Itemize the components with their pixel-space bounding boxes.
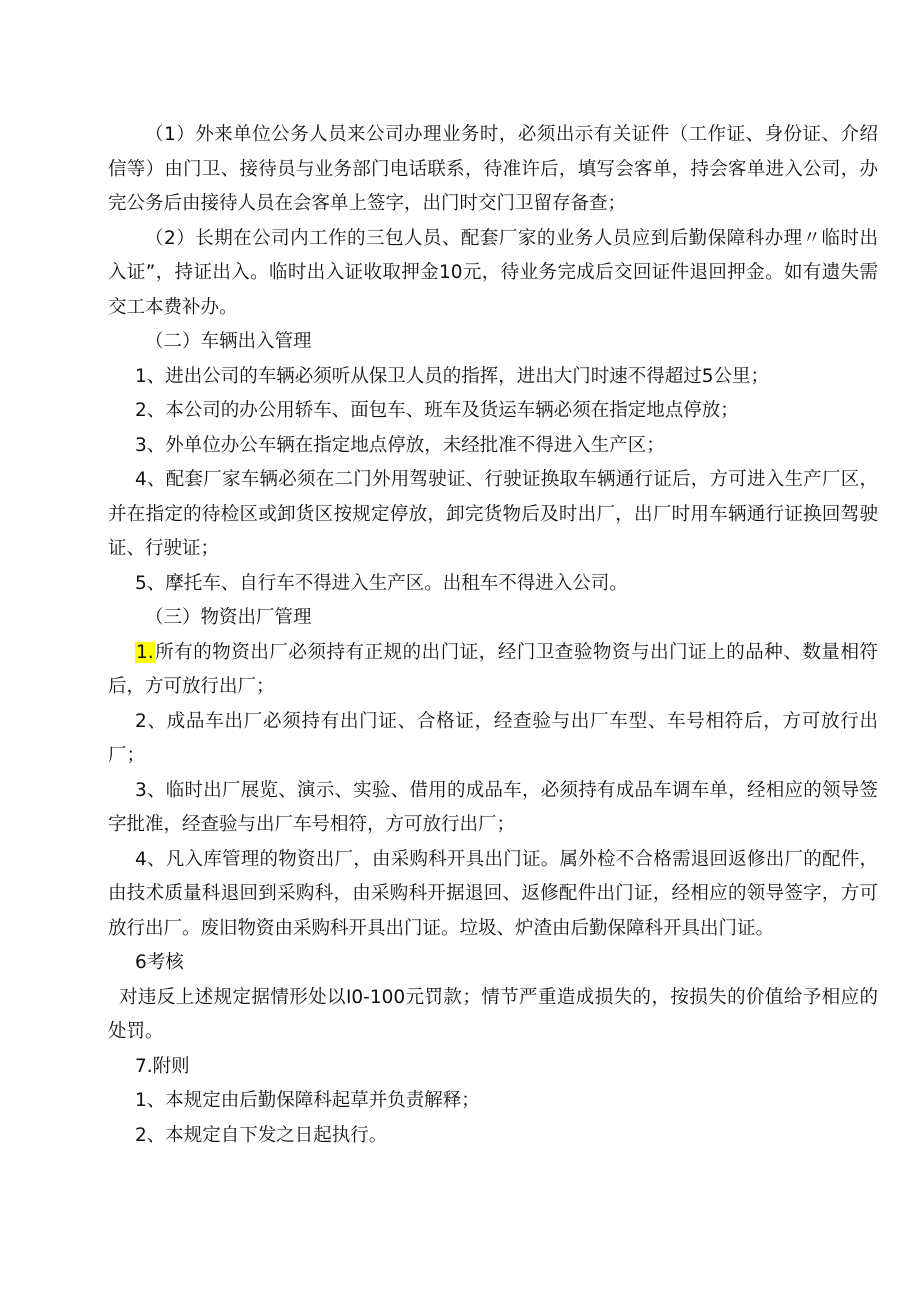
list-item-vehicle-speed: 1、进出公司的车辆必须听从保卫人员的指挥，进出大门时速不得超过5公里； — [135, 365, 770, 387]
list-item-material-pass-text: 所有的物资出厂必须持有正规的出门证，经门卫查验物资与出门证上的品种、数量相符后，方可放行出厂； — [108, 641, 878, 697]
list-item-material-pass — [108, 636, 878, 705]
paragraph-visitor-registration: （1）外来单位公务人员来公司办理业务时，必须出示有关证件（工作证、身份证、介绍信等）由门卫、接待员与业务部门电话联系，待准许后，填写会客单，持会客单进入公司，办完公务后由接待人员在会客单上签字，出门时交门卫留存备查； — [108, 124, 878, 214]
paragraph-temporary-pass: （2）长期在公司内工作的三包人员、配套厂家的业务人员应到后勤保障科办理〃临时出入证”，持证出入。临时出入证收取押金10元，待业务完成后交回证件退回押金。如有遗失需交工本费补办。 — [108, 227, 878, 318]
list-item-interpretation: 1、本规定由后勤保障科起草并负责解释； — [135, 1090, 480, 1111]
section-heading-material-exit: （三）物资出厂管理 — [145, 607, 312, 628]
list-item-effective-date: 2、本规定自下发之日起执行。 — [135, 1124, 388, 1146]
list-item-motorcycles: 5、摩托车、自行车不得进入生产区。出租车不得进入公司。 — [135, 572, 628, 594]
list-item-company-vehicles: 2、本公司的办公用轿车、面包车、班车及货运车辆必须在指定地点停放； — [135, 400, 739, 421]
list-item-supplier-vehicles: 4、配套厂家车辆必须在二门外用驾驶证、行驶证换取车辆通行证后，方可进入生产厂区，并在指定的待检区或卸货区按规定停放，卸完货物后及时出厂，出厂时用车辆通行证换回驾驶证、行驶证； — [108, 469, 878, 559]
section-heading-assessment: 6考核 — [135, 952, 184, 973]
list-item-temporary-exit: 3、临时出厂展览、演示、实验、借用的成品车，必须持有成品车调车单，经相应的领导签字批准，经查验与出厂车号相符，方可放行出厂； — [108, 779, 878, 835]
highlighted-list-marker: 1. — [136, 641, 154, 663]
list-item-warehouse-materials: 4、凡入库管理的物资出厂，由采购科开具出门证。属外检不合格需退回返修出厂的配件，由技术质量科退回到采购科，由采购科开据退回、返修配件出门证，经相应的领导签字，方可放行出厂。废旧物资由采购科开具出门证。垃圾、炉渣由后勤保障科开具出门证。 — [108, 848, 878, 939]
document-body — [108, 118, 878, 1153]
paragraph-penalty: 对违反上述规定据情形处以I0-100元罚款；情节严重造成损失的，按损失的价值给予相应的处罚。 — [108, 986, 878, 1042]
section-heading-vehicle-management: （二）车辆出入管理 — [145, 331, 312, 352]
section-heading-supplementary: 7.附则 — [135, 1055, 190, 1077]
list-item-finished-vehicle: 2、成品车出厂必须持有出门证、合格证，经查验与出厂车型、车号相符后，方可放行出厂； — [108, 710, 878, 766]
list-item-external-vehicles: 3、外单位办公车辆在指定地点停放，未经批准不得进入生产区； — [135, 434, 665, 456]
